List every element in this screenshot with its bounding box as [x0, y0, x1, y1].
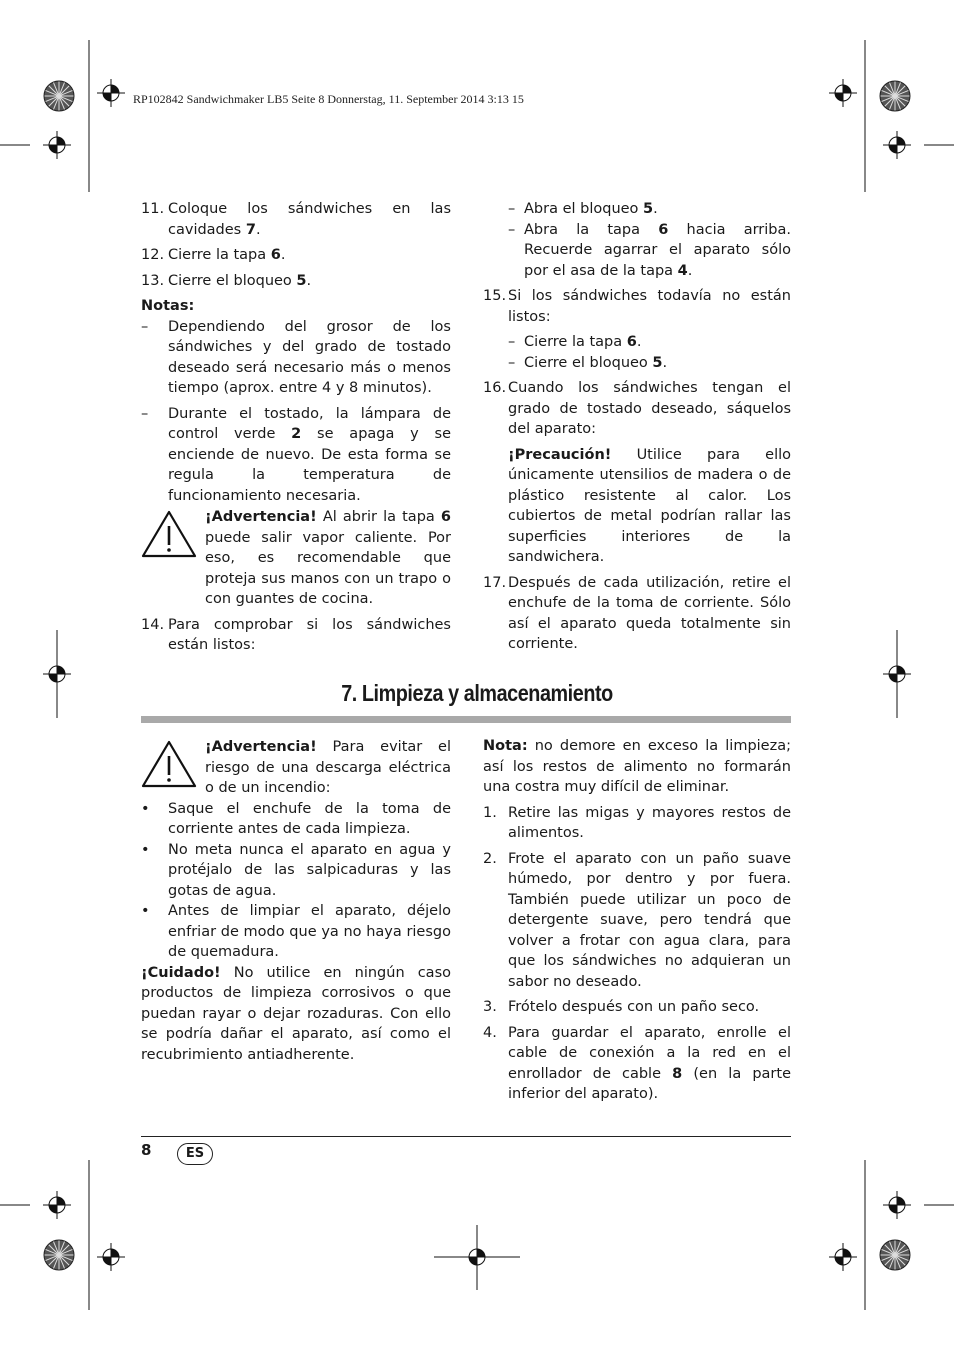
substep-close-lock: – Cierre el bloqueo 5.	[508, 354, 668, 371]
section-rule	[141, 716, 791, 723]
registration-mark-icon	[829, 79, 857, 107]
substep-open-lid: – Abra la tapa 6 hacia arriba. Recuerde agarrar el aparato sólo por el asa de la tapa 4.	[508, 221, 791, 279]
bullet-item: • Saque el enchufe de la toma de corriente antes de cada limpieza.	[141, 800, 451, 837]
electric-warning: ¡Advertencia! Para evitar el riesgo de una descarga eléctrica o de un incendio:	[141, 737, 451, 799]
cleaning-step: 3. Frótelo después con un paño seco.	[483, 999, 760, 1015]
cleaning-step: 1. Retire las migas y mayores restos de alimentos.	[483, 804, 791, 841]
registration-mark-icon	[43, 131, 71, 159]
print-header: RP102842 Sandwichmaker LB5 Seite 8 Donnerstag, 11. September 2014 3:13 15	[133, 92, 524, 106]
cleaning-right-column	[483, 736, 791, 1105]
bullet-item: • Antes de limpiar el aparato, déjelo enfriar de modo que ya no haya riesgo de quemadura.	[141, 903, 451, 960]
step-15: 15. Si los sándwiches todavía no están listos:	[483, 288, 791, 325]
cleaning-left-column	[141, 736, 451, 1065]
step-17: 17. Después de cada utilización, retire el enchufe de la toma de corriente. Sólo así el aparato queda totalmente sin corriente.	[483, 574, 791, 652]
steam-warning: ¡Advertencia! Al abrir la tapa 6 puede salir vapor caliente. Por eso, es recomendable que proteja sus manos con un trapo o con guantes de cocina.	[141, 507, 451, 610]
step-11: 11. Coloque los sándwiches en las cavidades 7.	[141, 201, 451, 238]
note-item: – Dependiendo del grosor de los sándwiches y del grado de tostado deseado será necesario más o menos tiempo (aprox. entre 4 y 8 minutos).	[141, 318, 451, 396]
registration-mark-icon	[97, 1243, 125, 1271]
section-heading: 7. Limpieza y almacenamiento	[341, 680, 613, 706]
footer-rule	[141, 1136, 791, 1137]
step-16: 16. Cuando los sándwiches tengan el grado de tostado deseado, sáquelos del aparato:	[483, 380, 791, 437]
caution-note: ¡Precaución! Utilice para ello únicamente utensilios de madera o de plástico resistente al calor. Los cubiertos de metal podrían rallar las superficies interiores de la sandwichera.	[508, 446, 791, 565]
cleaning-note: Nota: no demore en exceso la limpieza; así los restos de alimento no formarán una costra muy difícil de eliminar.	[483, 738, 791, 795]
substep-open-lock: – Abra el bloqueo 5.	[508, 201, 658, 217]
substep-close-lid: – Cierre la tapa 6.	[508, 334, 642, 350]
warning-triangle-icon	[141, 507, 205, 610]
registration-mark-icon	[97, 79, 125, 107]
color-rosette-icon	[44, 1240, 74, 1270]
bullet-item: • No meta nunca el aparato en agua y protéjalo de las salpicaduras y las gotas de agua.	[141, 841, 451, 899]
language-badge: ES	[177, 1143, 213, 1165]
left-column	[141, 199, 451, 656]
cleaning-step: 4. Para guardar el aparato, enrolle el cable de conexión a la red en el enrollador de cable 8 (en la parte inferior del aparato).	[483, 1024, 791, 1102]
registration-mark-icon	[883, 1191, 911, 1219]
warning-triangle-icon	[141, 737, 205, 799]
color-rosette-icon	[880, 81, 910, 111]
step-13: 13. Cierre el bloqueo 5.	[141, 272, 312, 289]
cleaning-step: 2. Frote el aparato con un paño suave húmedo, por dentro y por fuera. También puede utilizar un poco de detergente suave, pero tendrá que volver a frotar con agua clara, para que los sándwiches no adquieran un sabor no deseado.	[483, 850, 791, 990]
note-item: – Durante el tostado, la lámpara de control verde 2 se apaga y se enciende de nuevo. De esta forma se regula la temperatura de funcionamiento necesaria.	[141, 405, 451, 504]
step-12: 12. Cierre la tapa 6.	[141, 247, 286, 263]
color-rosette-icon	[880, 1240, 910, 1270]
page-number: 8	[141, 1141, 152, 1159]
step-14: 14. Para comprobar si los sándwiches están listos:	[141, 616, 451, 653]
registration-mark-icon	[43, 1191, 71, 1219]
notes-heading: Notas:	[141, 298, 195, 314]
color-rosette-icon	[44, 81, 74, 111]
care-note: ¡Cuidado! No utilice en ningún caso productos de limpieza corrosivos o que puedan rayar o dejar rozaduras. Con ello se podría dañar el aparato, así como el recubrimiento antiadherente.	[141, 964, 451, 1063]
registration-mark-icon	[883, 131, 911, 159]
registration-mark-icon	[829, 1243, 857, 1271]
right-column	[483, 199, 791, 655]
